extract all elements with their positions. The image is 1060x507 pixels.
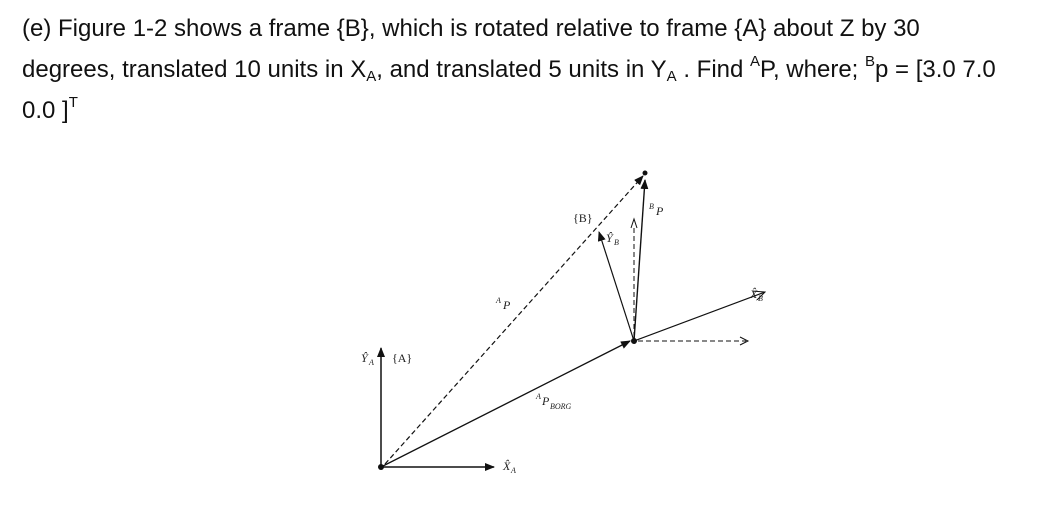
aporg-label: P bbox=[542, 394, 550, 408]
xb-sub: B bbox=[758, 294, 763, 303]
xa-sub: A bbox=[511, 466, 516, 475]
subscript-a1: A bbox=[366, 68, 377, 85]
frame-b-origin bbox=[631, 338, 637, 344]
superscript-a: A bbox=[750, 53, 761, 70]
aporg-sup: A bbox=[536, 392, 541, 401]
question-prefix: (e) Figure 1-2 shows a frame {B}, which is rotated relative to frame {A} about Z by 30 bbox=[22, 15, 920, 42]
frame-b-label: {B} bbox=[573, 211, 593, 225]
question-line3: 0.0 ] bbox=[22, 97, 69, 124]
subscript-a2: A bbox=[666, 68, 677, 85]
question-line2-d: P, where; bbox=[760, 56, 865, 83]
frame-b-x-axis bbox=[634, 292, 765, 341]
frame-a-label: {A} bbox=[392, 351, 413, 365]
dashed-vertical-arrowhead bbox=[631, 219, 637, 228]
vector-ap bbox=[385, 176, 643, 464]
ya-sub: A bbox=[369, 358, 374, 367]
yb-label: Ŷ bbox=[606, 231, 613, 245]
aporg-sub: BORG bbox=[550, 402, 572, 411]
question-line2-c: . Find bbox=[676, 56, 751, 83]
ya-label: Ŷ bbox=[361, 351, 368, 365]
point-p bbox=[643, 171, 648, 176]
xb-label: X̂ bbox=[750, 287, 758, 301]
frame-b-y-axis bbox=[599, 232, 634, 341]
vector-aporg bbox=[381, 341, 630, 467]
question-line2-e: p = [3.0 7.0 bbox=[875, 56, 996, 83]
vector-bp bbox=[634, 180, 645, 341]
question-line2-a: degrees, translated 10 units in X bbox=[22, 56, 367, 83]
superscript-b: B bbox=[865, 53, 876, 70]
bp-label: P bbox=[656, 204, 664, 218]
xa-label: X̂ bbox=[503, 459, 511, 473]
bp-sup: B bbox=[649, 202, 654, 211]
yb-sub: B bbox=[614, 238, 619, 247]
superscript-t: T bbox=[68, 94, 78, 111]
question-line2-b: , and translated 5 units in Y bbox=[376, 56, 667, 83]
ap-label: P bbox=[503, 298, 511, 312]
ap-sup: A bbox=[496, 296, 501, 305]
